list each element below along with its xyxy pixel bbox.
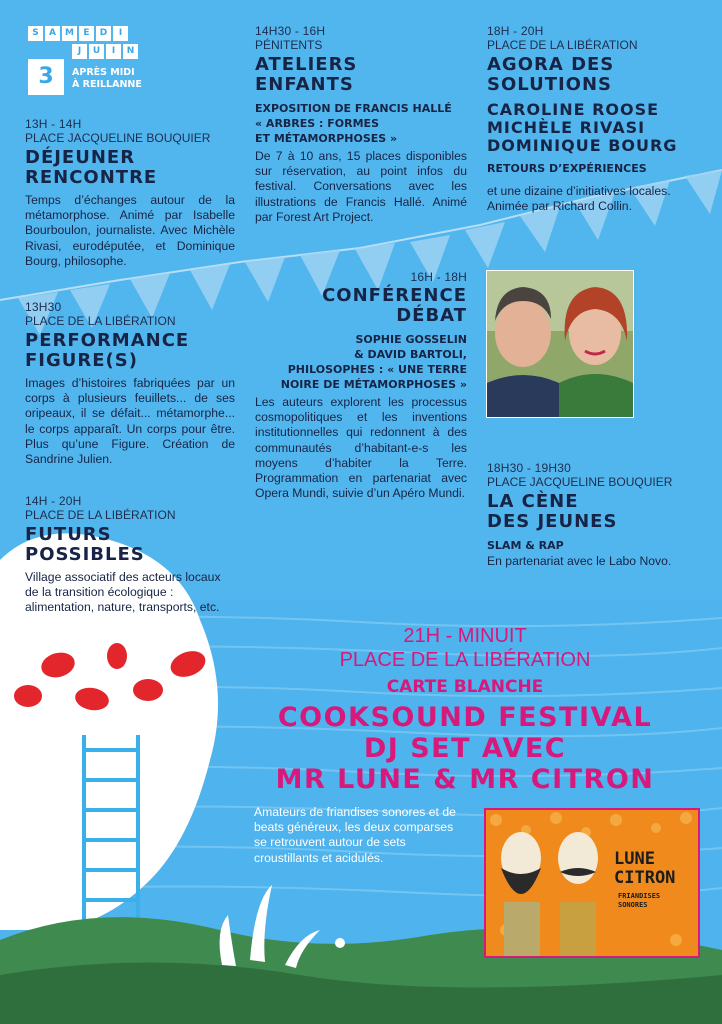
event-time: 21H - MINUIT xyxy=(403,625,527,647)
event-subhead: CARTE BLANCHE xyxy=(386,677,544,697)
event-description: En partenariat avec le Labo Novo. xyxy=(487,554,672,568)
event-description: Images d’histoires fabriquées par un corps à plusieurs feuillets... de ses oripeaux, il se défait... métamorphe... le corps apparaît. Un corps pour être. Plus qu’une Figure. Création de Sandrine Julien. xyxy=(25,376,235,467)
speakers-photo xyxy=(486,270,634,418)
event-subhead: SOPHIE GOSSELIN & DAVID BARTOLI, PHILOSOPHES : « UNE TERRE NOIRE DE MÉTAMORPHOSES » xyxy=(280,333,467,391)
event-cooksound xyxy=(230,624,700,795)
event-title: FUTURS POSSIBLES xyxy=(25,524,145,565)
event-title: DÉJEUNER RENCONTRE xyxy=(25,147,158,188)
event-place: PÉNITENTS xyxy=(255,38,323,52)
lune-citron-poster xyxy=(484,808,700,958)
poster-tagline: FRIANDISES SONORES xyxy=(618,892,661,909)
event-speakers: CAROLINE ROOSE MICHÈLE RIVASI DOMINIQUE BOURG xyxy=(487,100,678,155)
date-badge xyxy=(28,26,142,90)
event-place: PLACE DE LA LIBÉRATION xyxy=(339,649,591,671)
event-performance xyxy=(25,300,235,467)
event-time: 18H30 - 19H30 xyxy=(487,461,571,475)
event-time: 14H30 - 16H xyxy=(255,24,326,38)
event-conference-debat xyxy=(255,270,467,501)
event-place: PLACE DE LA LIBÉRATION xyxy=(25,508,176,522)
photo-illustration xyxy=(487,271,633,417)
event-time: 18H - 20H xyxy=(487,24,544,38)
event-description: De 7 à 10 ans, 15 places disponibles sur réservation, au point infos du festival. Conversations avec les illustrations de Francis Hallé. Animé par Forest Art Project. xyxy=(255,149,467,224)
event-agora-solutions xyxy=(487,24,702,214)
event-description: Village associatif des acteurs locaux de la transition écologique : alimentation, nature, transports, etc. xyxy=(25,570,221,615)
event-place: PLACE DE LA LIBÉRATION xyxy=(25,314,176,328)
date-subtitle: APRÈS MIDI À REILLANNE xyxy=(72,67,142,90)
event-place: PLACE JACQUELINE BOUQUIER xyxy=(25,131,211,145)
day-word: S A M E D I xyxy=(28,26,128,41)
event-ateliers-enfants xyxy=(255,24,467,225)
cooksound-description: Amateurs de friandises sonores et de beats généreux, les deux comparses se retrouvent autour de sets croustillants et acidulés. xyxy=(254,805,456,865)
event-time: 13H - 14H xyxy=(25,117,82,131)
event-time: 14H - 20H xyxy=(25,494,82,508)
event-title: PERFORMANCE FIGURE(S) xyxy=(25,330,190,371)
event-place: PLACE JACQUELINE BOUQUIER xyxy=(487,475,673,489)
event-futurs-possibles xyxy=(25,494,235,616)
event-cene-jeunes xyxy=(487,461,702,569)
event-title: ATELIERS ENFANTS xyxy=(255,54,358,95)
event-title: LA CÈNE DES JEUNES xyxy=(487,491,618,532)
event-title: CONFÉRENCE DÉBAT xyxy=(322,285,467,326)
event-title: COOKSOUND FESTIVAL DJ SET AVEC MR LUNE & MR CITRON xyxy=(275,702,655,795)
month-word: J U I N xyxy=(72,44,138,59)
event-place: PLACE DE LA LIBÉRATION xyxy=(487,38,638,52)
event-subhead: RETOURS D’EXPÉRIENCES xyxy=(487,162,647,175)
event-dejeuner xyxy=(25,117,235,269)
day-number: 3 xyxy=(28,59,64,95)
event-time: 16H - 18H xyxy=(410,270,467,284)
poster-title: LUNE CITRON xyxy=(614,849,676,888)
event-time: 13H30 xyxy=(25,300,62,314)
event-title: AGORA DES SOLUTIONS xyxy=(487,54,615,95)
event-description: Temps d’échanges autour de la métamorphose. Animé par Isabelle Bourboulon, journaliste. Avec Michèle Rivasi, eurodéputée, et Dominique Bourg, philosophe. xyxy=(25,193,235,268)
event-description: Les auteurs explorent les processus cosmopolitiques et les inventions institutionnelles qui redonnent à des communautés d’habitant-e-s les moyens d’habiter la Terre. Programmation en partenariat avec Opera Mundi, suivie d’un Apéro Mundi. xyxy=(255,395,467,501)
event-subhead: EXPOSITION DE FRANCIS HALLÉ « ARBRES : FORMES ET MÉTAMORPHOSES » xyxy=(255,102,452,145)
event-subhead: SLAM & RAP xyxy=(487,539,564,552)
event-description: et une dizaine d’initiatives locales. Animée par Richard Collin. xyxy=(487,184,671,214)
